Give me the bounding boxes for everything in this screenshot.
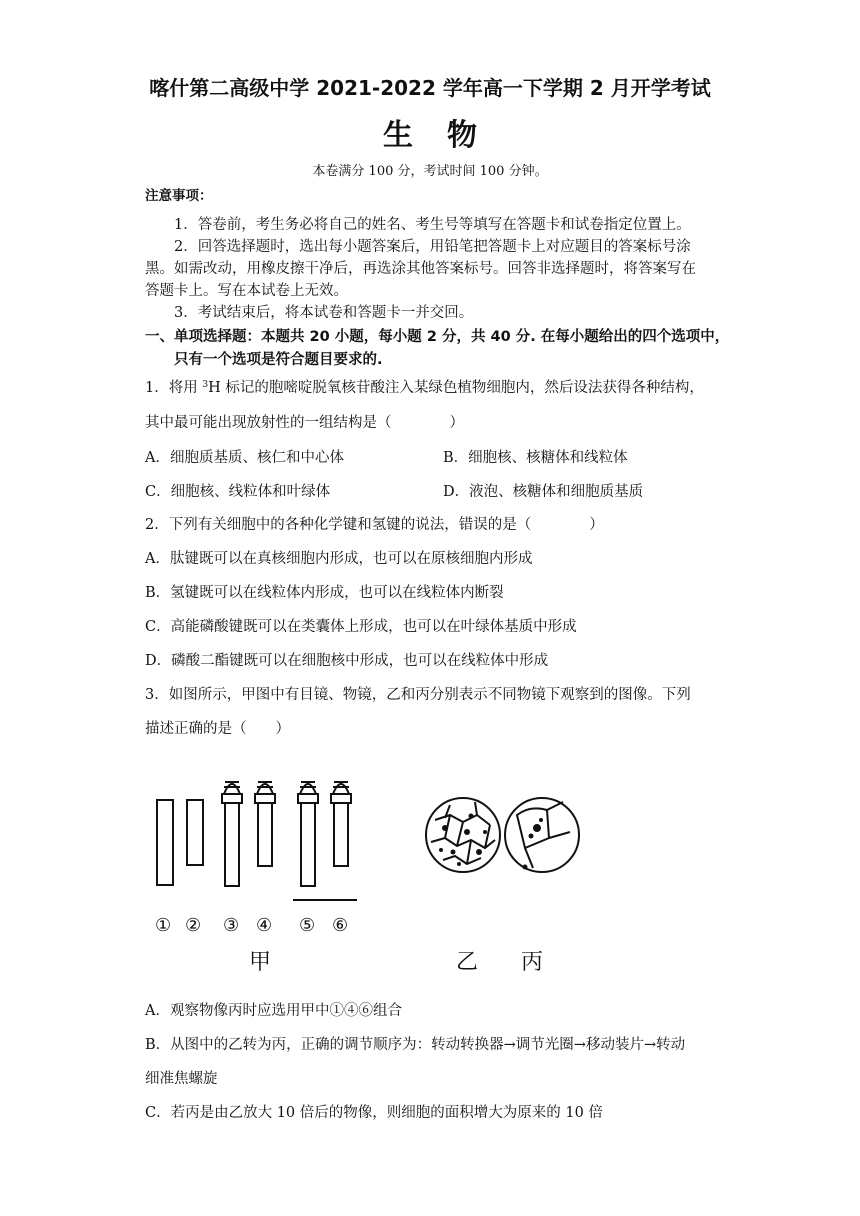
- view-bing: [505, 798, 579, 872]
- q1-stem-b: H 标记的胞嘧啶脱氧核苷酸注入某绿色植物细胞内，然后设法获得各种结构，: [208, 380, 704, 396]
- q1-superscript: 3: [202, 380, 209, 390]
- q3-option-b-line-1: B．从图中的乙转为丙，正确的调节顺序为：转动转换器→调节光圈→移动装片→转动: [145, 1037, 686, 1053]
- q3-option-b-line-2: 细准焦螺旋: [145, 1071, 218, 1087]
- note-line-1: 1．答卷前，考生务必将自己的姓名、考生号等填写在答题卡和试卷指定位置上。: [174, 217, 691, 233]
- objective-4: [255, 782, 275, 866]
- objective-3: [222, 782, 242, 886]
- objective-5: [298, 782, 318, 886]
- exam-title: 喀什第二高级中学 2021-2022 学年高一下学期 2 月开学考试: [149, 76, 711, 100]
- objective-6: [331, 782, 351, 866]
- q2-option-a: A．肽键既可以在真核细胞内形成，也可以在原核细胞内形成: [145, 551, 533, 567]
- label-num-6: ⑥: [332, 915, 349, 936]
- q2-stem: 2．下列有关细胞中的各种化学键和氢键的说法，错误的是（ ）: [145, 517, 604, 533]
- note-line-5: 3．考试结束后，将本试卷和答题卡一并交回。: [174, 305, 474, 321]
- eyepiece-1: [157, 800, 173, 885]
- note-line-3: 黑。如需改动，用橡皮擦干净后，再选涂其他答案标号。回答非选择题时，将答案写在: [145, 261, 696, 277]
- q2-option-c: C．高能磷酸键既可以在类囊体上形成，也可以在叶绿体基质中形成: [145, 619, 577, 635]
- q3-stem-line-1: 3．如图所示，甲图中有目镜、物镜，乙和丙分别表示不同物镜下观察到的图像。下列: [145, 687, 691, 703]
- q1-option-a: A．细胞质基质、核仁和中心体: [145, 450, 344, 466]
- exam-meta: 本卷满分 100 分，考试时间 100 分钟。: [312, 164, 548, 179]
- q1-stem-line-2: 其中最可能出现放射性的一组结构是（ ）: [145, 415, 464, 431]
- q1-stem: [145, 378, 704, 398]
- notes-heading: 注意事项：: [145, 188, 213, 204]
- label-num-3: ③: [223, 915, 240, 936]
- note-line-4: 答题卡上。写在本试卷上无效。: [145, 283, 348, 299]
- subject-title: 生物: [383, 118, 511, 153]
- q2-option-d: D．磷酸二酯键既可以在细胞核中形成，也可以在线粒体中形成: [145, 653, 549, 669]
- q3-option-a: A．观察物像丙时应选用甲中①④⑥组合: [145, 1003, 402, 1019]
- section-heading-line-2: 只有一个选项是符合题目要求的.: [174, 352, 383, 368]
- label-jia: 甲: [249, 950, 272, 975]
- label-num-4: ④: [256, 915, 273, 936]
- label-num-5: ⑤: [299, 915, 316, 936]
- q1-option-b: B．细胞核、核糖体和线粒体: [443, 450, 628, 466]
- q1-option-c: C．细胞核、线粒体和叶绿体: [145, 484, 331, 500]
- label-num-2: ②: [185, 915, 202, 936]
- q1-option-d: D．液泡、核糖体和细胞质基质: [443, 484, 644, 500]
- q3-stem-line-2: 描述正确的是（ ）: [145, 721, 290, 737]
- label-yi: 乙: [456, 950, 479, 975]
- microscope-figure-svg: [145, 760, 585, 980]
- note-line-2: 2．回答选择题时，选出每小题答案后，用铅笔把答题卡上对应题目的答案标号涂: [174, 239, 691, 255]
- q2-option-b: B．氢键既可以在线粒体内形成，也可以在线粒体内断裂: [145, 585, 504, 601]
- label-num-1: ①: [155, 915, 172, 936]
- q3-option-c: C．若丙是由乙放大 10 倍后的物像，则细胞的面积增大为原来的 10 倍: [145, 1105, 603, 1121]
- microscope-figure: [145, 760, 585, 984]
- q1-stem-a: 1．将用: [145, 380, 203, 396]
- eyepiece-2: [187, 800, 203, 865]
- section-heading-line-1: 一、单项选择题：本题共 20 小题，每小题 2 分，共 40 分. 在每小题给出的四个选项中，: [145, 329, 730, 345]
- view-yi: [426, 798, 500, 872]
- label-bing: 丙: [521, 950, 544, 975]
